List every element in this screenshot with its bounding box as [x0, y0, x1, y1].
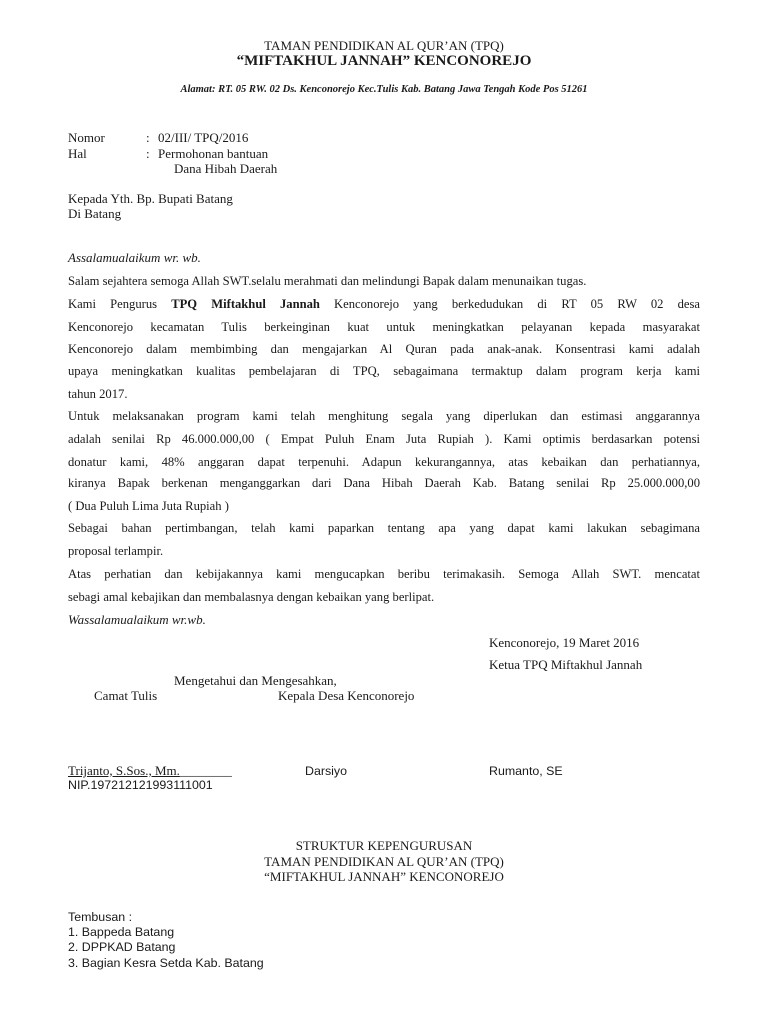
- camat-title: Camat Tulis: [94, 688, 158, 703]
- paragraph-2-line-1: Kami Pengurus TPQ Miftakhul Jannah Kenconorejo yang berkedudukan di RT 05 RW 02 desa: [68, 297, 701, 311]
- tembusan-item: 3. Bagian Kesra Setda Kab. Batang: [68, 956, 264, 970]
- place-date: Kenconorejo, 19 Maret 2016: [489, 635, 640, 650]
- paragraph-2-line-3: Kenconorejo dalam membimbing dan mengajarkan Al Quran pada anak-anak. Konsentrasi kami adalah: [68, 342, 700, 356]
- paragraph-2-line-4: upaya meningkatkan kualitas pembelajaran di TPQ, sebagaimana termaktup dalam program kerja kami: [68, 364, 700, 378]
- paragraph-3-line-2: adalah senilai Rp 46.000.000,00 ( Empat Puluh Enam Juta Rupiah ). Kami optimis berdasarkan potensi: [68, 432, 700, 446]
- hal-label: Hal: [68, 146, 87, 161]
- kades-name: Darsiyo: [305, 764, 347, 778]
- paragraph-4-line-2: proposal terlampir.: [68, 544, 164, 558]
- kades-title: Kepala Desa Kenconorejo: [278, 688, 415, 703]
- struktur-line-3: “MIFTAKHUL JANNAH” KENCONOREJO: [264, 869, 504, 884]
- struktur-line-1: STRUKTUR KEPENGURUSAN: [295, 838, 473, 853]
- nomor-colon: :: [146, 130, 150, 145]
- paragraph-5-line-1: Atas perhatian dan kebijakannya kami mengucapkan beribu terimakasih. Semoga Allah SWT. mencatat: [68, 567, 700, 581]
- camat-name: Trijanto, S.Sos., Mm.________: [68, 763, 232, 778]
- hal-colon: :: [146, 146, 150, 161]
- ketua-title: Ketua TPQ Miftakhul Jannah: [489, 657, 643, 672]
- struktur-line-2: TAMAN PENDIDIKAN AL QUR’AN (TPQ): [264, 854, 504, 869]
- hal-value-2: Dana Hibah Daerah: [174, 161, 278, 176]
- nomor-label: Nomor: [68, 130, 105, 145]
- paragraph-4-line-1: Sebagai bahan pertimbangan, telah kami paparkan tentang apa yang dapat kami lakukan sebagimana: [68, 521, 700, 535]
- paragraph-1: Salam sejahtera semoga Allah SWT.selalu merahmati dan melindungi Bapak dalam menunaikan tugas.: [68, 274, 587, 288]
- paragraph-2-line-5: tahun 2017.: [68, 387, 128, 401]
- letterhead-line-1: TAMAN PENDIDIKAN AL QUR’AN (TPQ): [264, 38, 504, 53]
- paragraph-3-line-5: ( Dua Puluh Lima Juta Rupiah ): [68, 499, 229, 513]
- letterhead-line-2: “MIFTAKHUL JANNAH” KENCONOREJO: [236, 53, 532, 69]
- paragraph-3-line-1: Untuk melaksanakan program kami telah menghitung segala yang diperlukan dan estimasi anggarannya: [68, 409, 700, 423]
- tembusan-item: 1. Bappeda Batang: [68, 925, 175, 939]
- nomor-value: 02/III/ TPQ/2016: [158, 130, 249, 145]
- closing: Wassalamualaikum wr.wb.: [68, 612, 206, 627]
- paragraph-5-line-2: sebagi amal kebajikan dan membalasnya dengan kebaikan yang berlipat.: [68, 590, 435, 604]
- greeting: Assalamualaikum wr. wb.: [68, 250, 201, 265]
- recipient-line-2: Di Batang: [68, 206, 122, 221]
- mengetahui: Mengetahui dan Mengesahkan,: [174, 673, 337, 688]
- recipient-line-1: Kepada Yth. Bp. Bupati Batang: [68, 191, 233, 206]
- tembusan-item: 2. DPPKAD Batang: [68, 940, 176, 954]
- paragraph-2-line-2: Kenconorejo kecamatan Tulis berkeinginan kuat untuk meningkatkan pelayanan kepada masyarakat: [68, 320, 700, 334]
- ketua-name: Rumanto, SE: [489, 764, 563, 778]
- tembusan-label: Tembusan :: [68, 910, 133, 924]
- paragraph-3-line-4: kiranya Bapak berkenan menganggarkan dari Dana Hibah Daerah Kab. Batang senilai Rp 25.000.000,00: [68, 476, 700, 490]
- camat-nip: NIP.197212121993111001: [68, 778, 213, 792]
- paragraph-3-line-3: donatur kami, 48% anggaran dapat terpenuhi. Adapun kekurangannya, atas kebaikan dan perhatiannya,: [68, 455, 700, 469]
- organization-name: TPQ Miftakhul Jannah: [171, 297, 320, 311]
- hal-value-1: Permohonan bantuan: [158, 146, 269, 161]
- letterhead-address: Alamat: RT. 05 RW. 02 Ds. Kenconorejo Kec.Tulis Kab. Batang Jawa Tengah Kode Pos 51261: [180, 84, 588, 95]
